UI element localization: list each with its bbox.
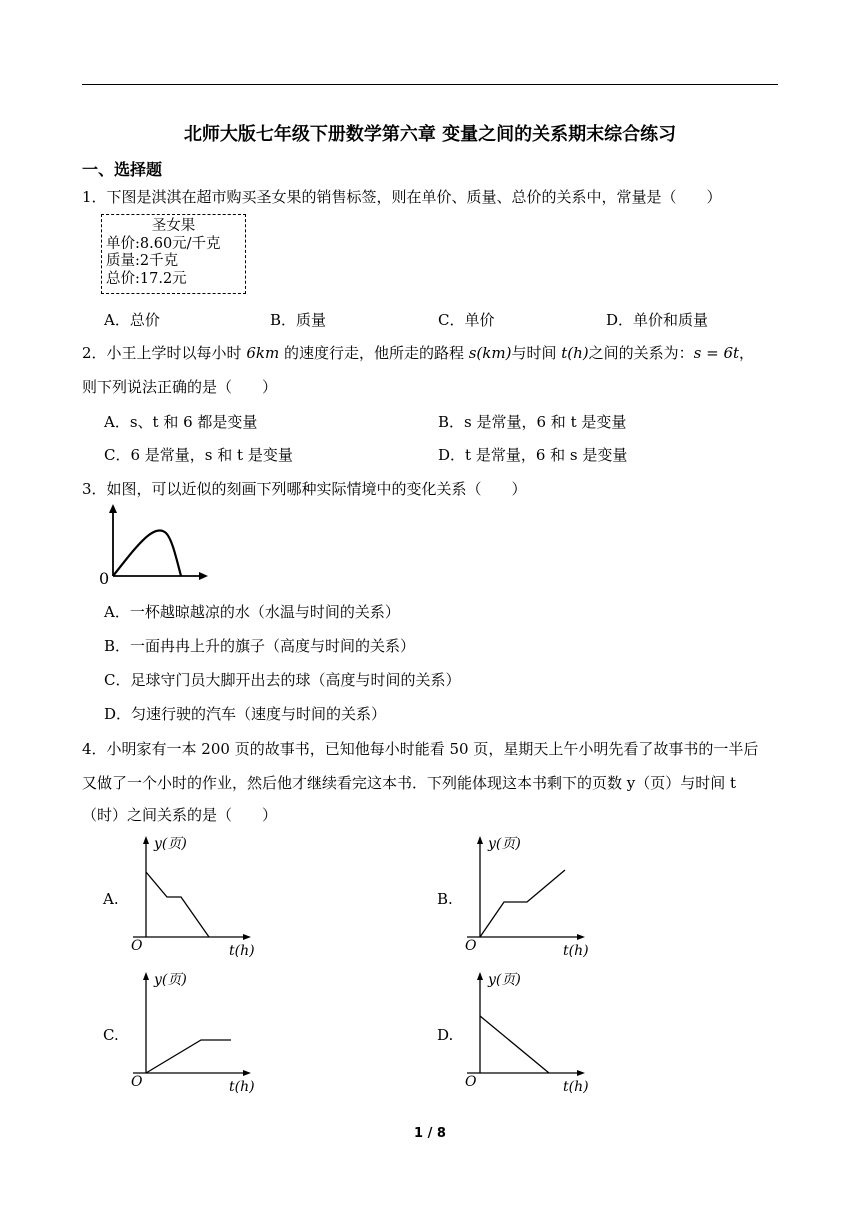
q2-option-d[interactable]: D．t 是常量，6 和 s 是变量 (438, 446, 628, 464)
q1-option-a[interactable]: A．总价 (104, 311, 160, 329)
q2-stem (82, 342, 754, 363)
q4-option-a[interactable]: A. (103, 890, 119, 908)
q4-d-ylabel: y(页) (488, 972, 521, 988)
q4-c-origin: O (131, 1074, 143, 1090)
page-title: 北师大版七年级下册数学第六章 变量之间的关系期末综合练习 (183, 124, 677, 145)
q2-option-b[interactable]: B．s 是常量，6 和 t 是变量 (438, 413, 627, 431)
q3-origin: 0 (99, 569, 110, 588)
q2-option-c[interactable]: C．6 是常量，s 和 t 是变量 (104, 446, 293, 464)
price-tag-total: 总价:17.2元 (106, 270, 187, 287)
q1-option-c[interactable]: C．单价 (438, 311, 495, 329)
q4-graph-c[interactable] (125, 968, 265, 1098)
q4-d-xlabel: t(h) (563, 1079, 589, 1095)
price-tag-name: 圣女果 (151, 218, 196, 234)
q1-option-b[interactable]: B．质量 (270, 311, 327, 329)
q4-b-ylabel: y(页) (488, 836, 521, 852)
q2-distance-var: s(km) (468, 344, 512, 362)
section-heading: 一、选择题 (82, 160, 163, 179)
q3-option-a[interactable]: A．一杯越晾越凉的水（水温与时间的关系） (104, 603, 400, 621)
q1-stem: 1．下图是淇淇在超市购买圣女果的销售标签，则在单价、质量、总价的关系中，常量是（ ） (82, 188, 722, 206)
q4-b-xlabel: t(h) (563, 943, 589, 959)
q4-a-origin: O (131, 938, 143, 954)
q4-graph-a[interactable] (125, 832, 265, 962)
q4-c-xlabel: t(h) (229, 1079, 255, 1095)
q1-option-d[interactable]: D．单价和质量 (606, 311, 709, 329)
q3-option-d[interactable]: D．匀速行驶的汽车（速度与时间的关系） (104, 705, 387, 723)
q3-option-c[interactable]: C．足球守门员大脚开出去的球（高度与时间的关系） (104, 671, 461, 689)
q4-d-origin: O (465, 1074, 477, 1090)
q4-c-ylabel: y(页) (154, 972, 187, 988)
q2-formula: s = 6t (693, 344, 740, 362)
q4-a-ylabel: y(页) (154, 836, 187, 852)
q3-stem: 3．如图，可以近似的刻画下列哪种实际情境中的变化关系（ ） (82, 480, 527, 498)
q2-option-a[interactable]: A．s、t 和 6 都是变量 (104, 413, 258, 431)
q4-option-b[interactable]: B. (437, 890, 453, 908)
q4-stem-2: 又做了一个小时的作业，然后他才继续看完这本书．下列能体现这本书剩下的页数 y（页）与时间 t (82, 774, 737, 792)
price-tag-unit-price: 单价:8.60元/千克 (106, 235, 221, 252)
q2-stem-2: 则下列说法正确的是（ ） (82, 378, 278, 396)
q3-graph (96, 502, 216, 588)
q4-b-origin: O (465, 938, 477, 954)
q2-stem-part: 之间的关系为： (588, 344, 694, 362)
price-tag-mass: 质量:2千克 (106, 253, 179, 269)
q2-stem-part: 与时间 (511, 344, 562, 362)
q4-stem-3: （时）之间关系的是（ ） (82, 806, 278, 824)
q4-a-xlabel: t(h) (229, 943, 255, 959)
price-tag (101, 214, 246, 294)
q2-stem-part: ， (739, 344, 755, 362)
q4-graph-b[interactable] (459, 832, 599, 962)
q4-option-d[interactable]: D. (437, 1026, 454, 1044)
q2-time-var: t(h) (561, 344, 589, 362)
q2-stem-part: 2．小王上学时以每小时 (82, 344, 247, 362)
q4-graph-d[interactable] (459, 968, 599, 1098)
page-number: 1 / 8 (414, 1126, 446, 1141)
header-rule (82, 84, 778, 85)
q2-speed: 6km (246, 344, 280, 362)
q3-option-b[interactable]: B．一面冉冉上升的旗子（高度与时间的关系） (104, 637, 416, 655)
q4-option-c[interactable]: C. (103, 1026, 119, 1044)
q2-stem-part: 的速度行走，他所走的路程 (279, 344, 469, 362)
q4-stem-1: 4．小明家有一本 200 页的故事书，已知他每小时能看 50 页，星期天上午小明先看了故事书的一半后 (82, 740, 759, 758)
